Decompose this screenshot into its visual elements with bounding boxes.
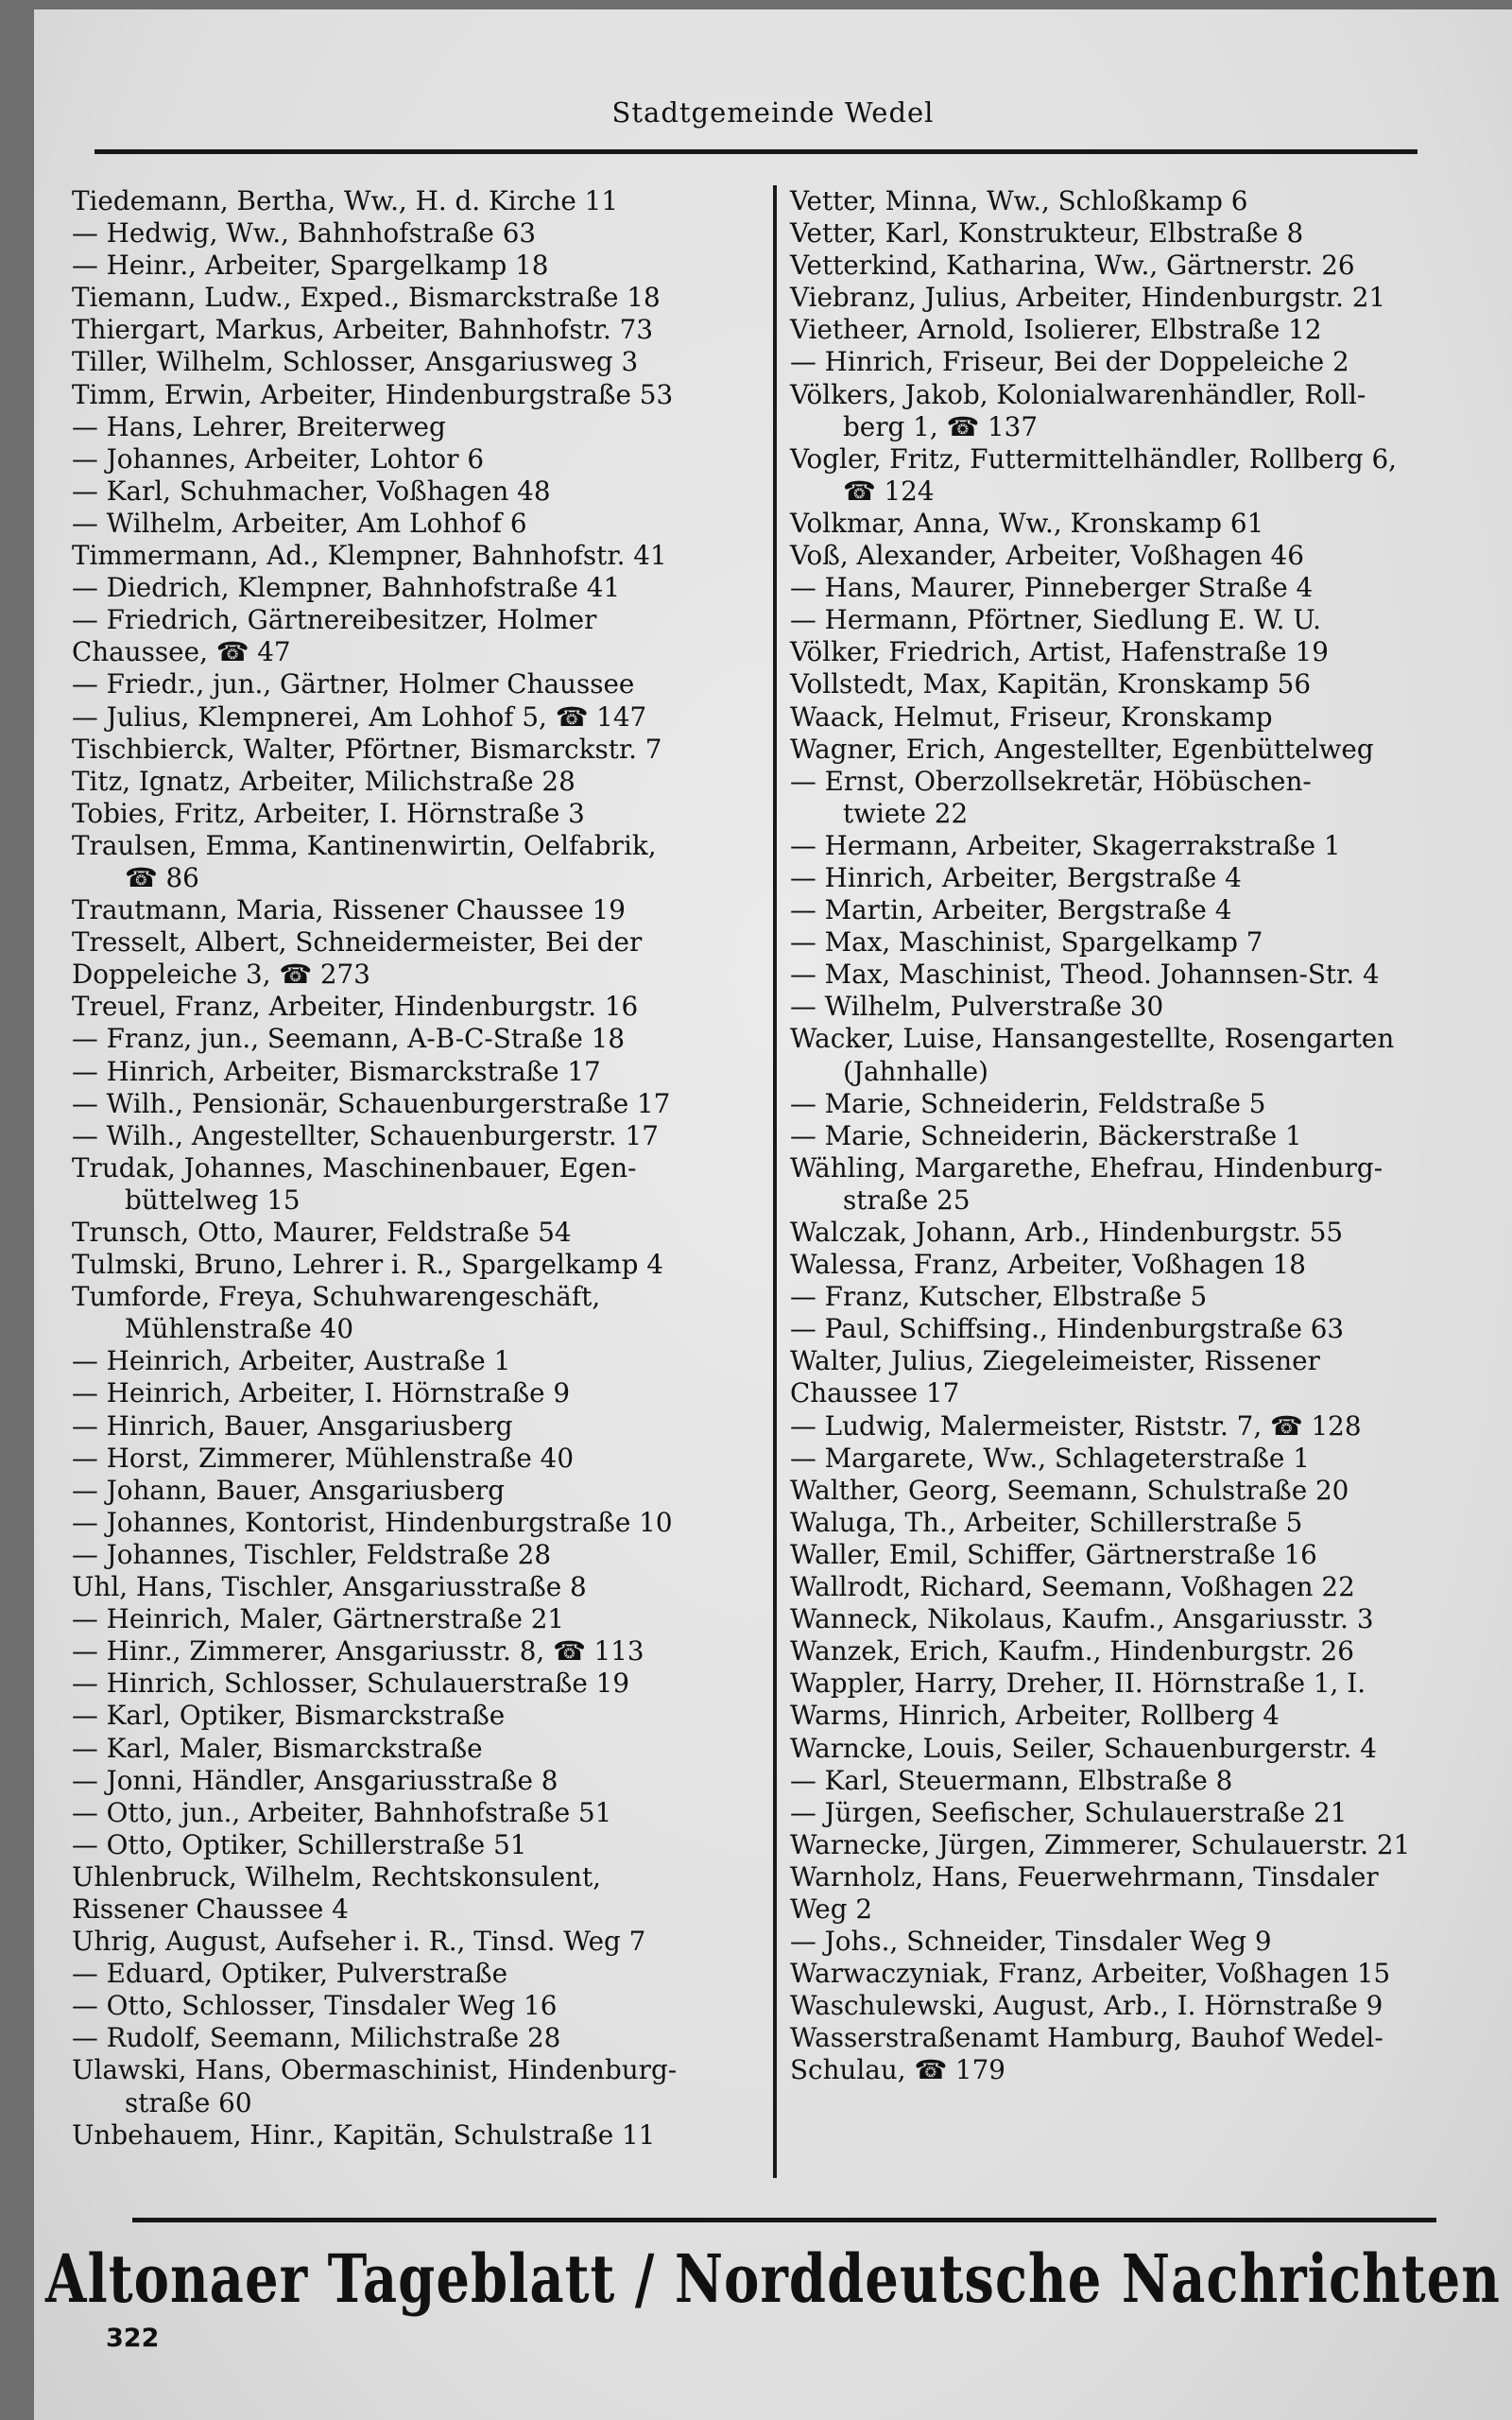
directory-entry: Tiemann, Ludw., Exped., Bismarckstraße 18	[72, 282, 661, 314]
directory-entry: straße 60	[125, 2086, 252, 2118]
directory-entry: Volkmar, Anna, Ww., Kronskamp 61	[790, 507, 1264, 539]
directory-page	[34, 9, 1512, 2420]
directory-entry: Weg 2	[790, 1893, 873, 1925]
directory-entry: Waack, Helmut, Friseur, Kronskamp	[790, 700, 1273, 733]
directory-entry: — Johannes, Tischler, Feldstraße 28	[72, 1538, 552, 1570]
directory-entry: Walczak, Johann, Arb., Hindenburgstr. 55	[790, 1217, 1344, 1248]
directory-entry: Timm, Erwin, Arbeiter, Hindenburgstraße 53	[72, 378, 674, 410]
directory-entry: — Johs., Schneider, Tinsdaler Weg 9	[790, 1926, 1272, 1958]
directory-entry: ☎ 124	[843, 475, 935, 507]
directory-entry: — Diedrich, Klempner, Bahnhofstraße 41	[72, 572, 621, 604]
directory-entry: — Ludwig, Malermeister, Riststr. 7, ☎ 128	[790, 1409, 1362, 1442]
directory-entry: Uhrig, August, Aufseher i. R., Tinsd. Weg 7	[72, 1926, 646, 1958]
directory-entry: Wanzek, Erich, Kaufm., Hindenburgstr. 26	[790, 1635, 1354, 1668]
directory-entry: — Franz, Kutscher, Elbstraße 5	[790, 1281, 1208, 1313]
directory-entry: Ulawski, Hans, Obermaschinist, Hindenburg-	[72, 2054, 678, 2086]
directory-entry: Wallrodt, Richard, Seemann, Voßhagen 22	[790, 1571, 1355, 1603]
directory-entry: — Johann, Bauer, Ansgariusberg	[72, 1474, 505, 1506]
directory-entry: Voß, Alexander, Arbeiter, Voßhagen 46	[790, 540, 1304, 572]
directory-entry: — Eduard, Optiker, Pulverstraße	[72, 1958, 508, 1990]
directory-entry: — Wilh., Pensionär, Schauenburgerstraße 17	[72, 1087, 671, 1119]
directory-entry: — Hinrich, Arbeiter, Bismarckstraße 17	[72, 1055, 601, 1087]
directory-entry: Unbehauem, Hinr., Kapitän, Schulstraße 11	[72, 2118, 656, 2151]
directory-entry: — Marie, Schneiderin, Bäckerstraße 1	[790, 1119, 1302, 1151]
directory-entry: Uhl, Hans, Tischler, Ansgariusstraße 8	[72, 1571, 587, 1603]
directory-entry: Tumforde, Freya, Schuhwarengeschäft,	[72, 1281, 601, 1313]
directory-entry: Völker, Friedrich, Artist, Hafenstraße 19	[790, 636, 1329, 668]
directory-entry: Wasserstraßenamt Hamburg, Bauhof Wedel-	[790, 2022, 1383, 2054]
directory-entry: Walter, Julius, Ziegeleimeister, Rissener	[790, 1345, 1320, 1377]
directory-entry: — Heinrich, Arbeiter, I. Hörnstraße 9	[72, 1377, 571, 1409]
directory-entry: Völkers, Jakob, Kolonialwarenhändler, Roll-	[790, 378, 1366, 410]
directory-entry: — Hans, Maurer, Pinneberger Straße 4	[790, 572, 1314, 604]
directory-entry: Titz, Ignatz, Arbeiter, Milichstraße 28	[72, 765, 576, 797]
directory-entry: büttelweg 15	[125, 1184, 301, 1216]
directory-entry: — Jonni, Händler, Ansgariusstraße 8	[72, 1764, 558, 1796]
directory-entry: Trudak, Johannes, Maschinenbauer, Egen-	[72, 1151, 637, 1184]
directory-entry: — Rudolf, Seemann, Milichstraße 28	[72, 2022, 561, 2054]
directory-entry: (Jahnhalle)	[843, 1055, 988, 1087]
directory-entry: — Johannes, Kontorist, Hindenburgstraße 10	[72, 1506, 673, 1538]
directory-entry: — Wilhelm, Arbeiter, Am Lohhof 6	[72, 507, 527, 539]
directory-entry: — Jürgen, Seefischer, Schulauerstraße 21	[790, 1796, 1348, 1828]
directory-entry: Tresselt, Albert, Schneidermeister, Bei der	[72, 926, 643, 959]
directory-entry: Warwaczyniak, Franz, Arbeiter, Voßhagen 15	[790, 1958, 1391, 1990]
directory-entry: Waluga, Th., Arbeiter, Schillerstraße 5	[790, 1506, 1303, 1538]
directory-entry: Tiller, Wilhelm, Schlosser, Ansgariusweg 3	[72, 346, 639, 378]
directory-entry: — Hinrich, Friseur, Bei der Doppeleiche 2	[790, 346, 1349, 378]
directory-entry: — Margarete, Ww., Schlageterstraße 1	[790, 1442, 1310, 1474]
directory-entry: — Wilh., Angestellter, Schauenburgerstr. 17	[72, 1119, 659, 1151]
directory-entry: Viebranz, Julius, Arbeiter, Hindenburgstr. 21	[790, 282, 1386, 314]
directory-entry: — Max, Maschinist, Theod. Johannsen-Str. 4	[790, 959, 1380, 991]
directory-entry: Uhlenbruck, Wilhelm, Rechtskonsulent,	[72, 1860, 601, 1893]
directory-entry: — Karl, Schuhmacher, Voßhagen 48	[72, 475, 551, 507]
directory-entry: Wähling, Margarethe, Ehefrau, Hindenburg-	[790, 1151, 1383, 1184]
directory-entry: — Karl, Steuermann, Elbstraße 8	[790, 1764, 1233, 1796]
directory-entry: — Heinrich, Arbeiter, Austraße 1	[72, 1345, 511, 1377]
directory-entry: — Hermann, Pförtner, Siedlung E. W. U.	[790, 604, 1322, 636]
directory-entry: — Hans, Lehrer, Breiterweg	[72, 410, 446, 442]
directory-entry: Vietheer, Arnold, Isolierer, Elbstraße 12	[790, 314, 1322, 346]
directory-entry: — Max, Maschinist, Spargelkamp 7	[790, 926, 1263, 959]
directory-entry: Trautmann, Maria, Rissener Chaussee 19	[72, 894, 626, 926]
directory-entry: — Heinrich, Maler, Gärtnerstraße 21	[72, 1603, 565, 1635]
newspaper-banner: Altonaer Tageblatt / Norddeutsche Nachrichten	[45, 2240, 1501, 2319]
directory-entry: Tulmski, Bruno, Lehrer i. R., Spargelkamp 4	[72, 1249, 663, 1281]
header-rule	[94, 149, 1418, 154]
directory-entry: Wanneck, Nikolaus, Kaufm., Ansgariusstr. 3	[790, 1603, 1374, 1635]
directory-entry: — Karl, Optiker, Bismarckstraße	[72, 1700, 506, 1732]
directory-entry: — Paul, Schiffsing., Hindenburgstraße 63	[790, 1313, 1345, 1345]
directory-entry: — Franz, jun., Seemann, A-B-C-Straße 18	[72, 1023, 626, 1055]
directory-entry: Walther, Georg, Seemann, Schulstraße 20	[790, 1474, 1349, 1506]
directory-entry: — Johannes, Arbeiter, Lohtor 6	[72, 442, 485, 475]
directory-entry: ☎ 86	[125, 861, 199, 893]
directory-entry: Mühlenstraße 40	[125, 1313, 354, 1345]
directory-entry: Vetter, Karl, Konstrukteur, Elbstraße 8	[790, 217, 1304, 250]
directory-entry: — Hedwig, Ww., Bahnhofstraße 63	[72, 217, 537, 250]
directory-entry: Rissener Chaussee 4	[72, 1893, 349, 1925]
running-head: Stadtgemeinde Wedel	[611, 96, 935, 129]
directory-entry: Schulau, ☎ 179	[790, 2054, 1005, 2086]
directory-entry: Waller, Emil, Schiffer, Gärtnerstraße 16	[790, 1538, 1317, 1570]
directory-entry: twiete 22	[843, 797, 969, 829]
directory-entry: Chaussee 17	[790, 1377, 960, 1409]
directory-entry: — Otto, jun., Arbeiter, Bahnhofstraße 51	[72, 1796, 612, 1828]
directory-entry: Warms, Hinrich, Arbeiter, Rollberg 4	[790, 1700, 1280, 1732]
directory-entry: Doppeleiche 3, ☎ 273	[72, 959, 370, 991]
directory-entry: — Hinrich, Schlosser, Schulauerstraße 19	[72, 1668, 630, 1700]
directory-entry: — Hinrich, Arbeiter, Bergstraße 4	[790, 861, 1242, 893]
page-number: 322	[106, 2324, 160, 2353]
directory-entry: Tiedemann, Bertha, Ww., H. d. Kirche 11	[72, 185, 619, 216]
directory-entry: Warncke, Louis, Seiler, Schauenburgerstr. 4	[790, 1732, 1377, 1764]
directory-entry: Vetterkind, Katharina, Ww., Gärtnerstr. 26	[790, 250, 1355, 282]
directory-entry: straße 25	[843, 1184, 971, 1216]
directory-entry: — Martin, Arbeiter, Bergstraße 4	[790, 894, 1232, 926]
directory-entry: Chaussee, ☎ 47	[72, 636, 291, 668]
directory-entry: Trunsch, Otto, Maurer, Feldstraße 54	[72, 1217, 572, 1248]
directory-entry: Walessa, Franz, Arbeiter, Voßhagen 18	[790, 1249, 1306, 1281]
directory-entry: — Ernst, Oberzollsekretär, Höbüschen-	[790, 765, 1312, 797]
directory-entry: Treuel, Franz, Arbeiter, Hindenburgstr. 16	[72, 991, 639, 1023]
directory-entry: — Friedr., jun., Gärtner, Holmer Chaussee	[72, 668, 635, 700]
directory-entry: — Horst, Zimmerer, Mühlenstraße 40	[72, 1442, 575, 1474]
directory-entry: — Heinr., Arbeiter, Spargelkamp 18	[72, 250, 549, 282]
directory-entry: — Hinrich, Bauer, Ansgariusberg	[72, 1409, 513, 1442]
left-column	[72, 185, 764, 2152]
directory-entry: — Friedrich, Gärtnereibesitzer, Holmer	[72, 604, 597, 636]
directory-entry: Timmermann, Ad., Klempner, Bahnhofstr. 41	[72, 540, 667, 572]
directory-entry: Wacker, Luise, Hansangestellte, Rosengarten	[790, 1023, 1395, 1055]
directory-entry: — Julius, Klempnerei, Am Lohhof 5, ☎ 147	[72, 700, 647, 733]
directory-entry: — Otto, Schlosser, Tinsdaler Weg 16	[72, 1990, 558, 2022]
directory-entry: — Hinr., Zimmerer, Ansgariusstr. 8, ☎ 113	[72, 1635, 644, 1668]
directory-entry: — Hermann, Arbeiter, Skagerrakstraße 1	[790, 829, 1341, 861]
directory-entry: Warnecke, Jürgen, Zimmerer, Schulauerstr. 21	[790, 1828, 1411, 1860]
directory-entry: Tobies, Fritz, Arbeiter, I. Hörnstraße 3	[72, 797, 585, 829]
directory-entry: Vollstedt, Max, Kapitän, Kronskamp 56	[790, 668, 1312, 700]
right-column	[790, 185, 1504, 2087]
directory-entry: Traulsen, Emma, Kantinenwirtin, Oelfabrik,	[72, 829, 657, 861]
directory-entry: Tischbierck, Walter, Pförtner, Bismarckstr. 7	[72, 733, 662, 765]
directory-entry: Wagner, Erich, Angestellter, Egenbüttelweg	[790, 733, 1374, 765]
directory-entry: Wappler, Harry, Dreher, II. Hörnstraße 1, I.	[790, 1668, 1366, 1700]
directory-entry: — Otto, Optiker, Schillerstraße 51	[72, 1828, 527, 1860]
footer-rule	[132, 2218, 1436, 2222]
directory-entry: berg 1, ☎ 137	[843, 410, 1039, 442]
directory-entry: Vetter, Minna, Ww., Schloßkamp 6	[790, 185, 1248, 216]
directory-entry: — Marie, Schneiderin, Feldstraße 5	[790, 1087, 1266, 1119]
directory-entry: Vogler, Fritz, Futtermittelhändler, Rollberg 6,	[790, 442, 1397, 475]
directory-entry: — Wilhelm, Pulverstraße 30	[790, 991, 1164, 1023]
directory-entry: Thiergart, Markus, Arbeiter, Bahnhofstr. 73	[72, 314, 654, 346]
directory-entry: Waschulewski, August, Arb., I. Hörnstraße 9	[790, 1990, 1383, 2022]
directory-entry: — Karl, Maler, Bismarckstraße	[72, 1732, 483, 1764]
column-divider	[773, 185, 777, 2178]
directory-entry: Warnholz, Hans, Feuerwehrmann, Tinsdaler	[790, 1860, 1379, 1893]
